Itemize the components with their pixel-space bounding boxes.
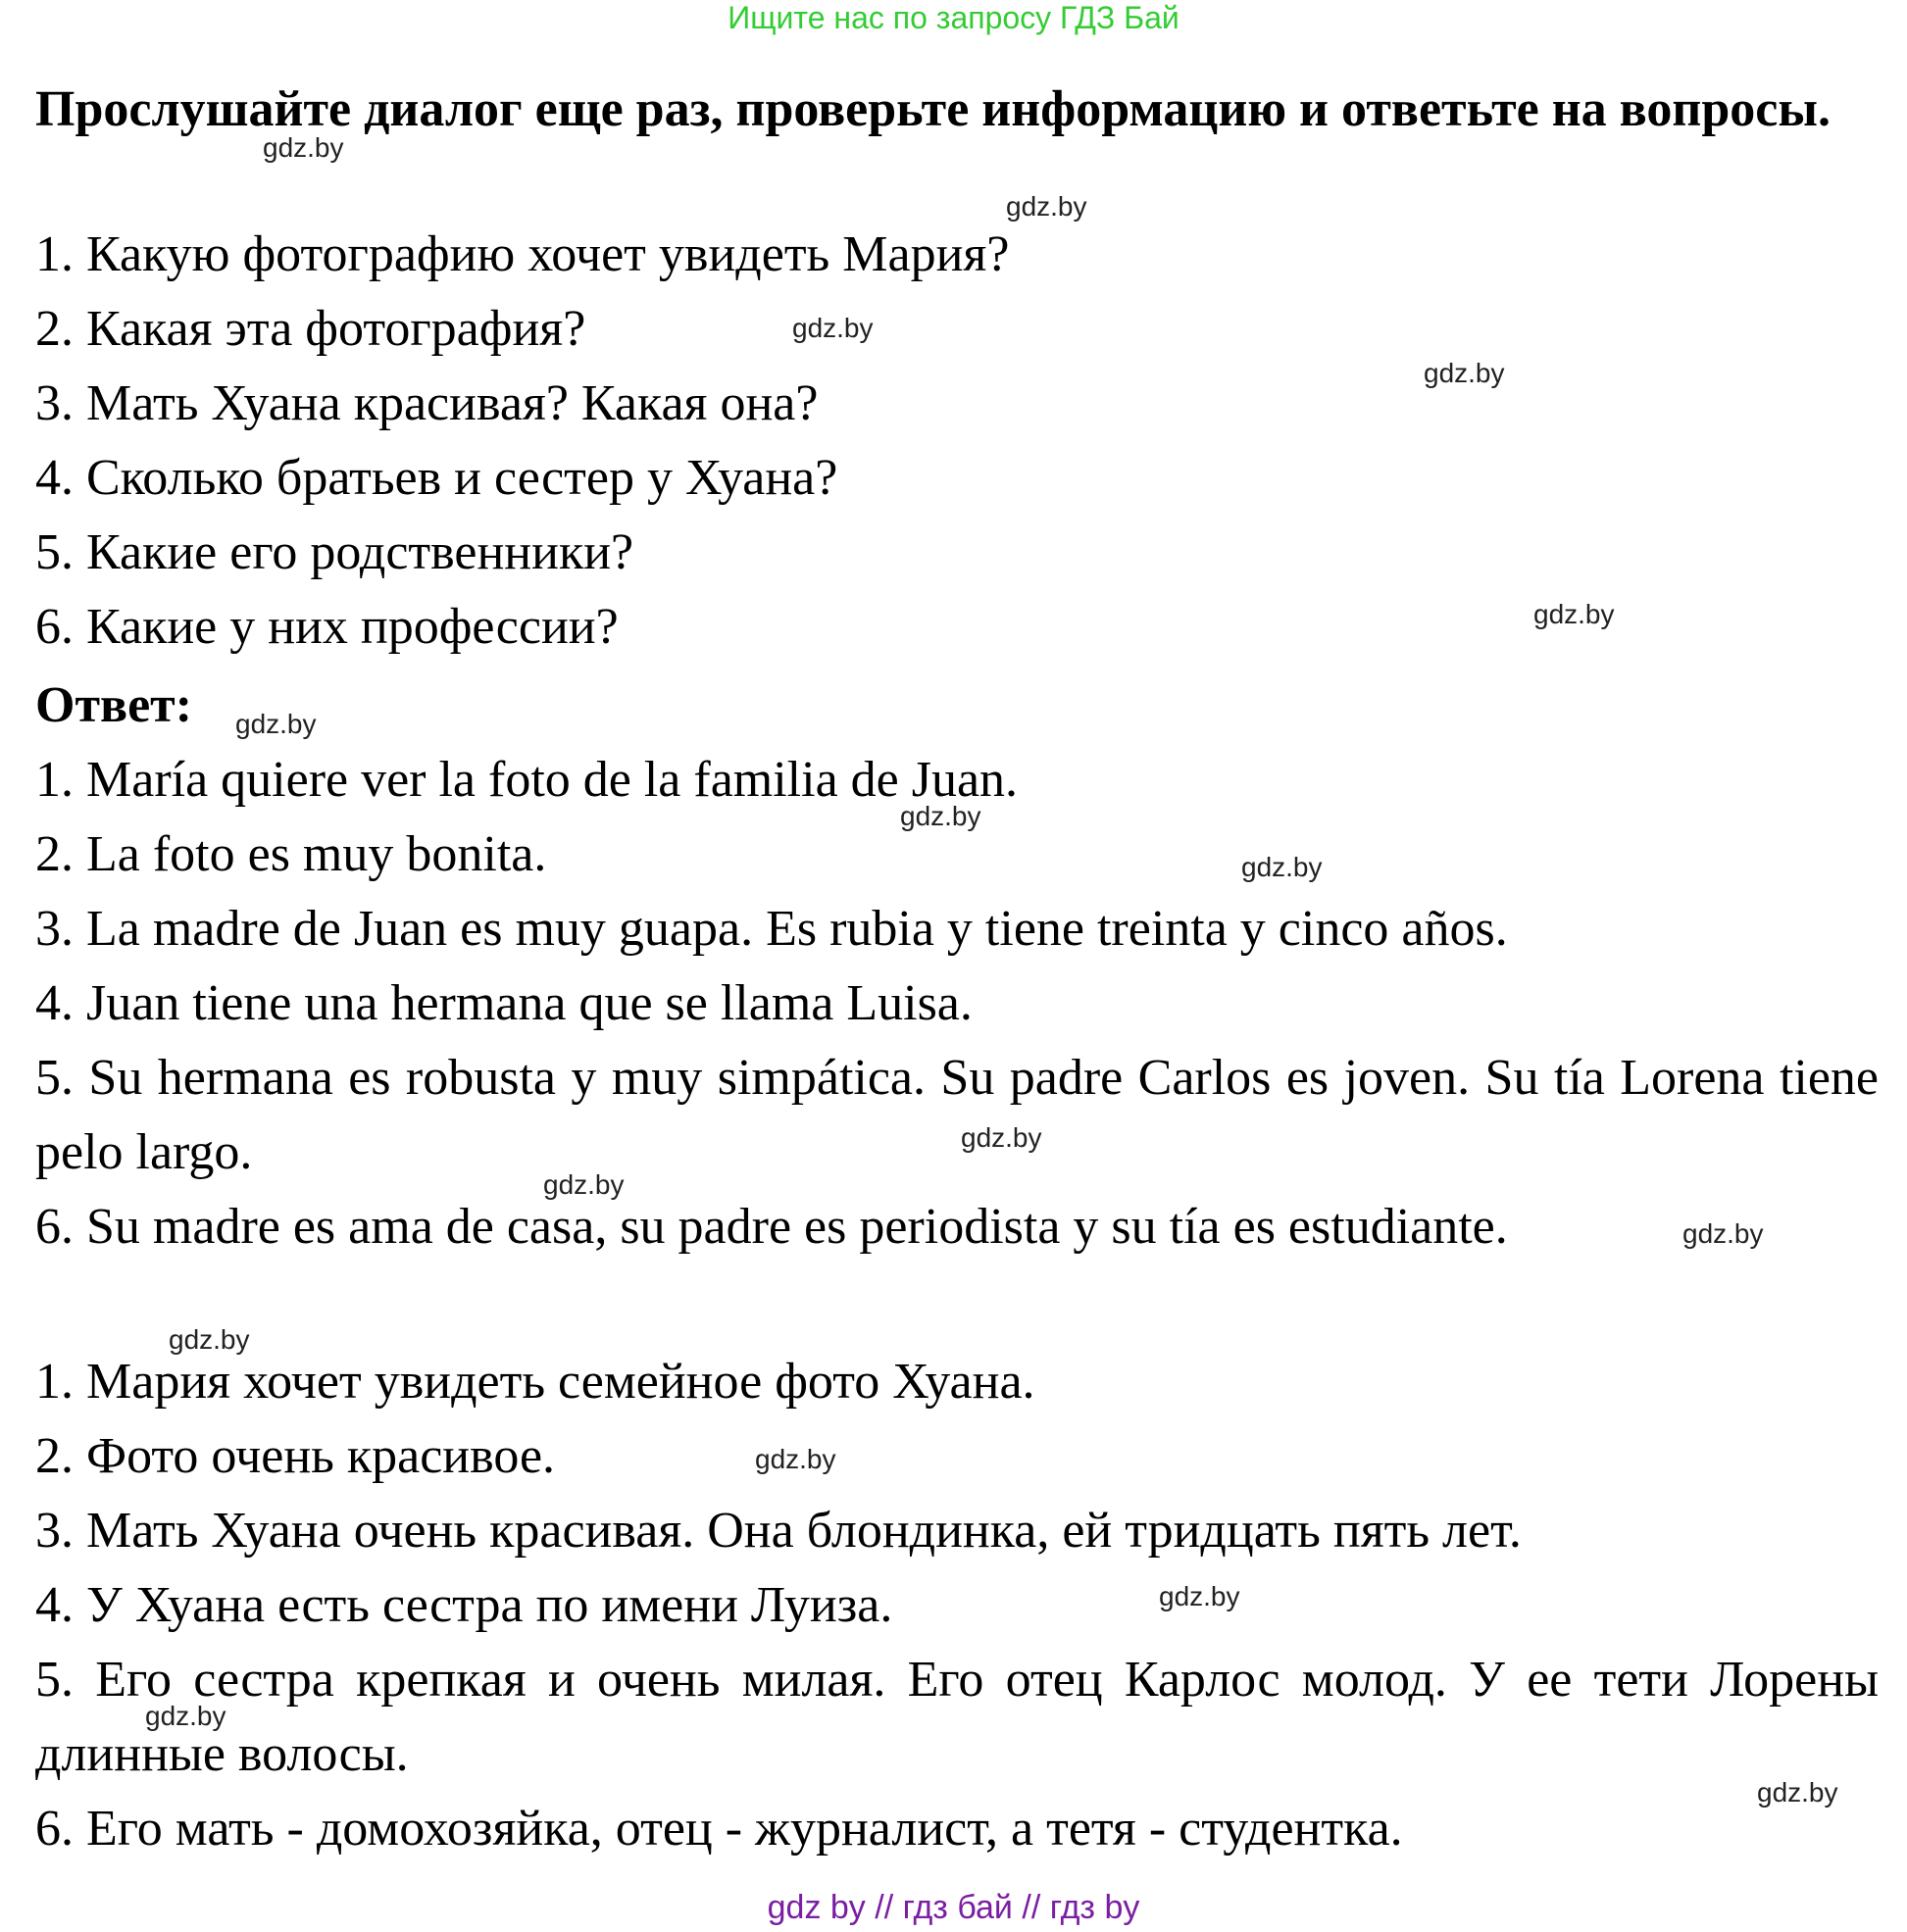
top-banner: Ищите нас по запросу ГДЗ Бай [728,0,1179,35]
spanish-answer-1: 1. María quiere ver la foto de la familia de Juan. [35,752,1019,808]
watermark: gdz.by [543,1169,625,1200]
watermark: gdz.by [263,132,344,163]
russian-answer-2: 2. Фото очень красивое. [35,1428,556,1484]
watermark: gdz.by [1159,1581,1240,1611]
watermark: gdz.by [792,313,874,343]
russian-answer-3: 3. Мать Хуана очень красивая. Она блондинка, ей тридцать пять лет. [35,1503,1522,1559]
watermark: gdz.by [1424,358,1505,388]
answer-heading: Ответ: [35,677,193,733]
watermark: gdz.by [145,1701,226,1731]
question-2: 2. Какая эта фотография? [35,301,586,357]
spanish-answer-4: 4. Juan tiene una hermana que se llama Luisa. [35,975,973,1031]
russian-answer-5: 5. Его сестра крепкая и очень милая. Его отец Карлос молод. У ее тети Лорены длинные волосы. [35,1652,1879,1782]
bottom-banner: gdz by // гдз бай // гдз by [767,1889,1140,1926]
watermark: gdz.by [961,1122,1042,1153]
russian-answer-6: 6. Его мать - домохозяйка, отец - журналист, а тетя - студентка. [35,1801,1403,1857]
watermark: gdz.by [1533,599,1615,629]
question-6: 6. Какие у них профессии? [35,599,619,655]
watermark: gdz.by [1006,191,1087,222]
watermark: gdz.by [235,709,317,739]
watermark: gdz.by [1682,1218,1764,1249]
question-1: 1. Какую фотографию хочет увидеть Мария? [35,226,1010,282]
watermark: gdz.by [900,801,981,831]
russian-answer-1: 1. Мария хочет увидеть семейное фото Хуана. [35,1354,1035,1410]
watermark: gdz.by [1757,1777,1838,1808]
question-4: 4. Сколько братьев и сестер у Хуана? [35,450,838,506]
russian-answer-4: 4. У Хуана есть сестра по имени Луиза. [35,1577,893,1633]
spanish-answer-2: 2. La foto es muy bonita. [35,826,547,882]
question-3: 3. Мать Хуана красивая? Какая она? [35,375,819,431]
watermark: gdz.by [169,1324,250,1355]
spanish-answer-3: 3. La madre de Juan es muy guapa. Es rubia y tiene treinta y cinco años. [35,901,1508,957]
watermark: gdz.by [1241,852,1323,882]
question-5: 5. Какие его родственники? [35,524,634,580]
spanish-answer-6: 6. Su madre es ama de casa, su padre es periodista y su tía es estudiante. [35,1199,1508,1255]
watermark: gdz.by [755,1444,836,1474]
task-title: Прослушайте диалог еще раз, проверьте информацию и ответьте на вопросы. [35,81,1831,137]
spanish-answer-5: 5. Su hermana es robusta y muy simpática. Su padre Carlos es joven. Su tía Lorena tiene pelo largo. [35,1050,1879,1180]
